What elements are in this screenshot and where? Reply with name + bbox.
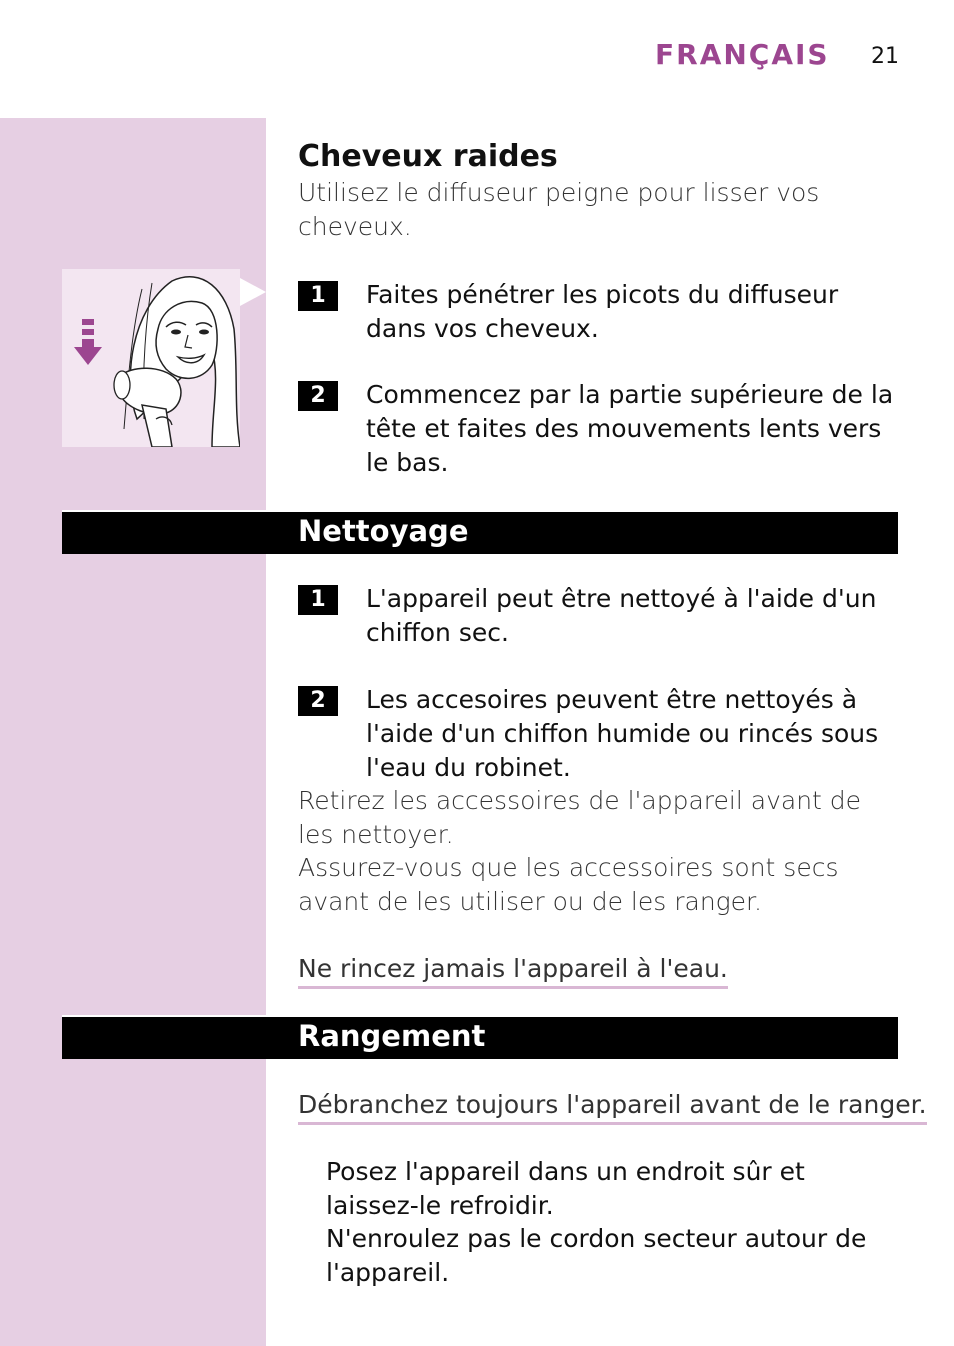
section-title-cleaning: Nettoyage [298, 514, 469, 548]
section-title-storage: Rangement [298, 1019, 486, 1053]
woman-hair-dryer-illustration [62, 269, 240, 447]
storage-warning: Débranchez toujours l'appareil avant de le ranger. [298, 1088, 927, 1125]
storage-text: Posez l'appareil dans un endroit sûr et laissez-le refroidir. [326, 1157, 805, 1220]
step-number: 2 [298, 686, 338, 716]
cleaning-warning: Ne rincez jamais l'appareil à l'eau. [298, 952, 728, 989]
step-text: Commencez par la partie supérieure de la tête et faites des mouvements lents vers le bas. [366, 380, 894, 477]
step-number: 2 [298, 381, 338, 411]
step-text: Les accesoires peuvent être nettoyés à l'aide d'un chiffon humide ou rincés sous l'eau du robinet. [366, 685, 879, 782]
intro-text: Utilisez le diffuseur peigne pour lisser vos cheveux. [298, 178, 820, 241]
cleaning-note: Retirez les accessoires de l'appareil avant de les nettoyer. [298, 786, 862, 849]
section-bar-cleaning [62, 510, 898, 554]
language-label: FRANÇAIS [655, 38, 830, 71]
down-arrow-icon [74, 319, 102, 365]
page-number: 21 [871, 44, 899, 69]
illustration-pointer [240, 278, 266, 306]
step-text: Faites pénétrer les picots du diffuseur dans vos cheveux. [366, 280, 839, 343]
step-number: 1 [298, 281, 338, 311]
step-number: 1 [298, 585, 338, 615]
section-title-straight-hair: Cheveux raides [298, 139, 558, 174]
storage-text: N'enroulez pas le cordon secteur autour de l'appareil. [326, 1224, 867, 1287]
section-bar-storage [62, 1015, 898, 1059]
cleaning-note: Assurez-vous que les accessoires sont secs avant de les utiliser ou de les ranger. [298, 853, 839, 916]
step-text: L'appareil peut être nettoyé à l'aide d'un chiffon sec. [366, 584, 877, 647]
